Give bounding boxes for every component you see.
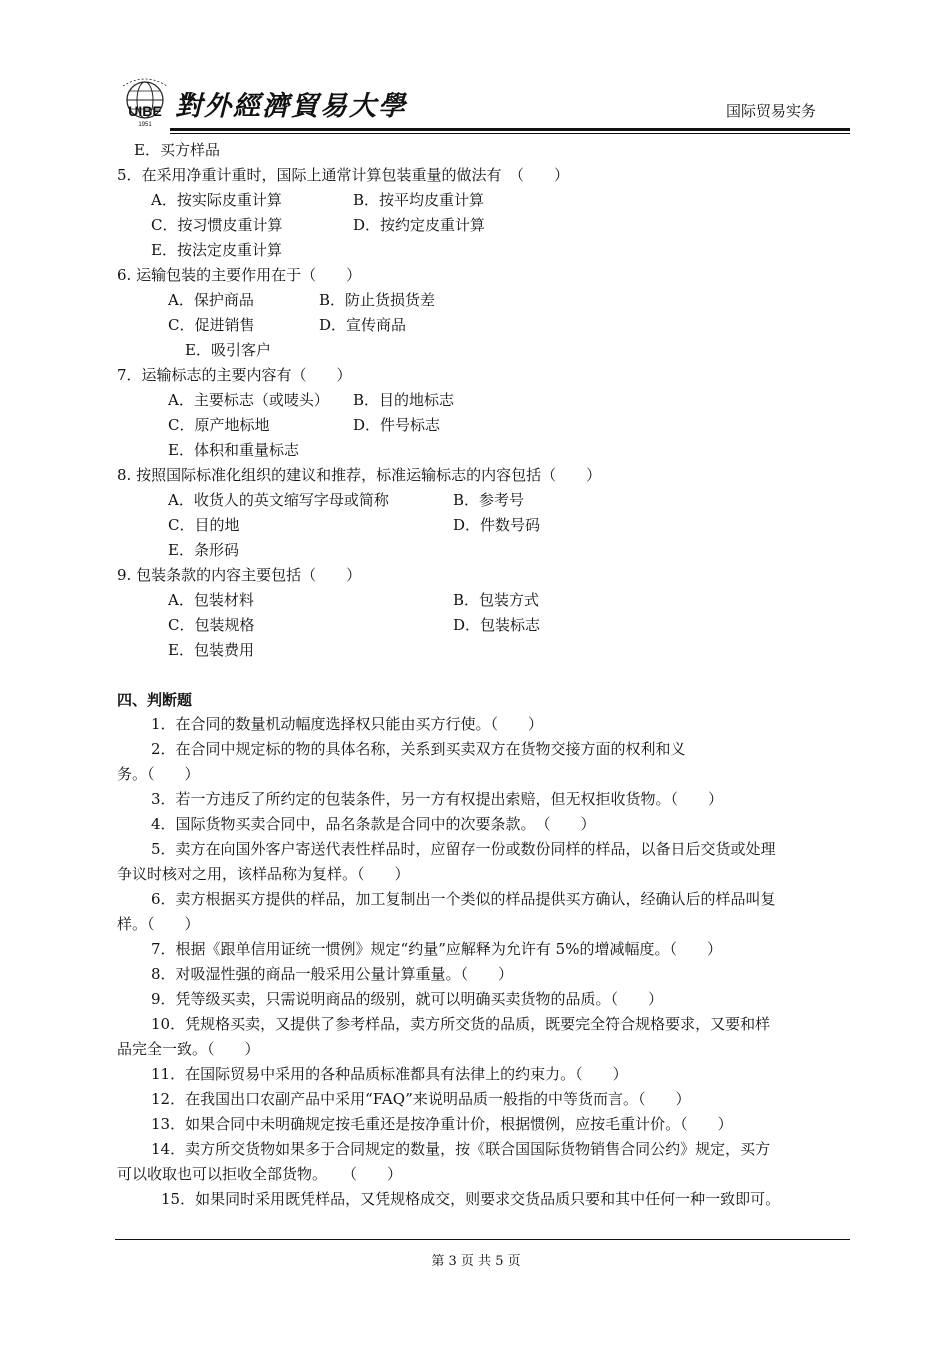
judgement-item-continued: 样。（ ） [117,915,200,933]
q9-option-c: C．包装规格 [168,616,255,634]
judgement-item-continued: 可以收取也可以拒收全部货物。 （ ） [117,1165,403,1183]
q6-option-c: C．促进销售 [168,316,255,334]
logo-text: UIBE [128,103,162,119]
judgement-item: 9．凭等级买卖，只需说明商品的级别，就可以明确买卖货物的品质。（ ） [151,990,664,1008]
judgement-item: 4．国际货物买卖合同中，品名条款是合同中的次要条款。 （ ） [151,815,596,833]
q5-stem: 5．在采用净重计重时，国际上通常计算包装重量的做法有 （ ） [117,166,570,184]
q5-option-b: B．按平均皮重计算 [353,191,485,209]
q7-option-b: B．目的地标志 [353,391,455,409]
judgement-item: 10．凭规格买卖，又提供了参考样品，卖方所交货的品质，既要完全符合规格要求，又要和样 [151,1015,771,1033]
q9-stem: 9. 包装条款的内容主要包括（ ） [117,566,362,584]
judgement-item-continued: 务。（ ） [117,765,200,783]
q5-option-e: E．按法定皮重计算 [151,241,282,259]
logo-year: 1951 [138,122,152,128]
judgement-item: 15．如果同时采用既凭样品，又凭规格成交，则要求交货品质只要和其中任何一种一致即可。 [161,1190,781,1208]
q6-option-a: A．保护商品 [168,291,254,309]
q9-option-d: D．包装标志 [453,616,541,634]
q5-option-c: C．按习惯皮重计算 [151,216,283,234]
q7-option-c: C．原产地标地 [168,416,270,434]
q8-option-c: C．目的地 [168,516,240,534]
judgement-item-continued: 品完全一致。（ ） [117,1040,260,1058]
page-number: 第 3 页 共 5 页 [431,1254,521,1269]
q8-option-a: A．收货人的英文缩写字母或简称 [168,491,389,509]
q4-option-e: E．买方样品 [134,141,220,159]
header-rule-thin [170,133,850,134]
judgement-item: 14．卖方所交货物如果多于合同规定的数量，按《联合国国际货物销售合同公约》规定，买方 [151,1140,771,1158]
q6-option-e: E．吸引客户 [185,341,271,359]
judgement-item: 11．在国际贸易中采用的各种品质标准都具有法律上的约束力。（ ） [151,1065,628,1083]
q7-option-e: E．体积和重量标志 [168,441,299,459]
judgement-item: 5．卖方在向国外客户寄送代表性样品时，应留存一份或数份同样的样品，以备日后交货或处理 [151,840,776,858]
q6-option-d: D．宣传商品 [319,316,407,334]
q5-option-a: A．按实际皮重计算 [151,191,282,209]
q7-stem: 7．运输标志的主要内容有（ ） [117,366,352,384]
q9-option-e: E．包装费用 [168,641,254,659]
section-title-judgement: 四、判断题 [117,691,193,709]
judgement-item: 1．在合同的数量机动幅度选择权只能由买方行使。（ ） [151,715,544,733]
judgement-item: 3．若一方违反了所约定的包装条件，另一方有权提出索赔，但无权拒收货物。（ ） [151,790,724,808]
q8-option-e: E．条形码 [168,541,239,559]
q7-option-d: D．件号标志 [353,416,441,434]
university-name: 對外經濟貿易大學 [175,91,407,122]
judgement-item: 8．对吸湿性强的商品一般采用公量计算重量。（ ） [151,965,514,983]
q8-stem: 8. 按照国际标准化组织的建议和推荐，标准运输标志的内容包括（ ） [117,466,602,484]
judgement-item: 12．在我国出口农副产品中采用“FAQ”来说明品质一般指的中等货而言。（ ） [151,1090,691,1108]
judgement-item: 7．根据《跟单信用证统一惯例》规定“约量”应解释为允许有 5%的增减幅度。（ ） [151,940,722,958]
q8-option-b: B．参考号 [453,491,525,509]
q8-option-d: D．件数号码 [453,516,541,534]
q6-stem: 6. 运输包装的主要作用在于（ ） [117,266,362,284]
q6-option-b: B．防止货损货差 [319,291,436,309]
header-rule [170,128,850,131]
q9-option-b: B．包装方式 [453,591,540,609]
judgement-item-continued: 争议时核对之用，该样品称为复样。（ ） [117,865,410,883]
page-header [115,76,850,132]
judgement-item: 6．卖方根据买方提供的样品，加工复制出一个类似的样品提供买方确认，经确认后的样品叫复 [151,890,776,908]
q7-option-a: A．主要标志（或唛头） [168,391,329,409]
q9-option-a: A．包装材料 [168,591,254,609]
university-logo-icon [115,76,177,128]
course-title: 国际贸易实务 [725,102,816,120]
q5-option-d: D．按约定皮重计算 [353,216,486,234]
judgement-item: 13．如果合同中未明确规定按毛重还是按净重计价，根据惯例，应按毛重计价。（ ） [151,1115,733,1133]
footer-rule [115,1239,850,1240]
judgement-item: 2．在合同中规定标的物的具体名称，关系到买卖双方在货物交接方面的权利和义 [151,740,686,758]
